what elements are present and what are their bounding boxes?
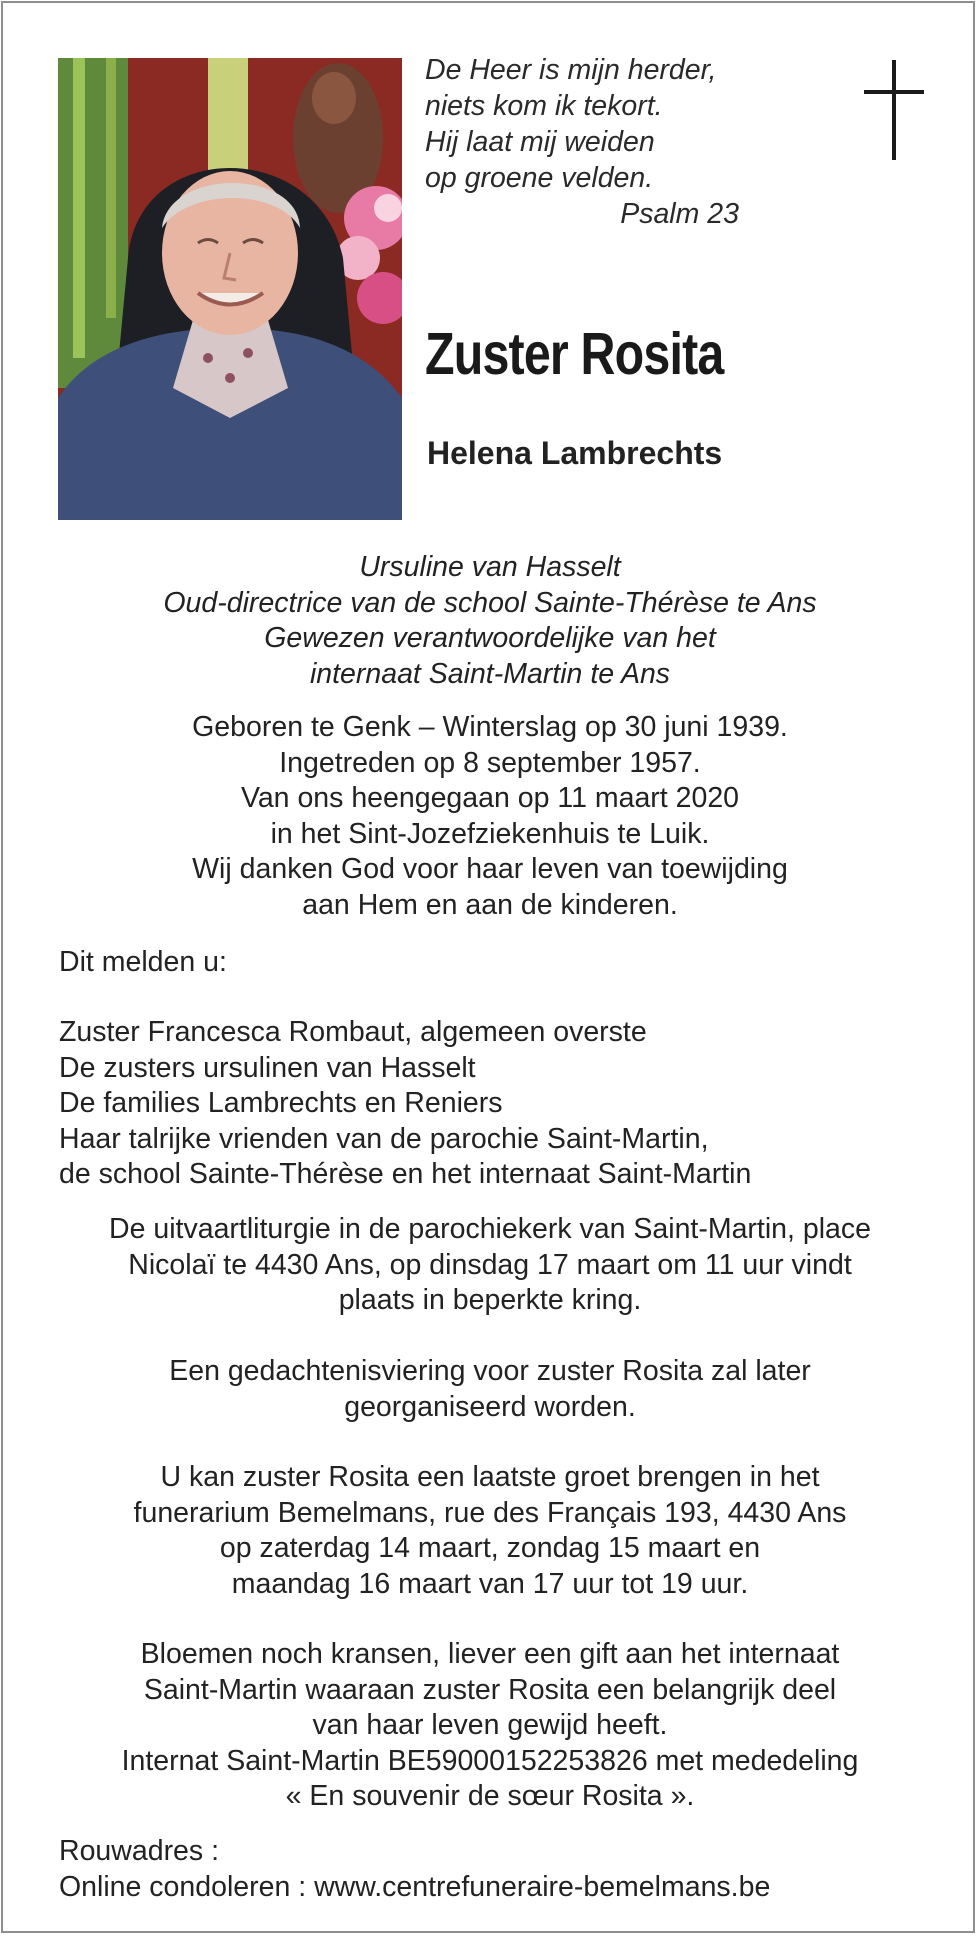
visitation-line: op zaterdag 14 maart, zondag 15 maart en xyxy=(219,1532,761,1564)
flowers-line: Bloemen noch kransen, liever een gift aan het internaat xyxy=(140,1638,840,1670)
memorial-info xyxy=(58,1354,922,1425)
funeral-info xyxy=(58,1212,922,1319)
flowers-line: « En souvenir de sœur Rosita ». xyxy=(285,1780,695,1812)
online-condolence-link[interactable]: Online condoleren : www.centrefuneraire-bemelmans.be xyxy=(59,1870,771,1903)
flowers-donation-info xyxy=(58,1637,922,1815)
funeral-line: Nicolaï te 4430 Ans, op dinsdag 17 maart om 11 uur vindt xyxy=(128,1248,852,1281)
visitation-line: funerarium Bemelmans, rue des Français 193, 4430 Ans xyxy=(133,1496,847,1529)
psalm-quote xyxy=(425,52,755,232)
funeral-line: De uitvaartliturgie in de parochiekerk van Saint-Martin, place xyxy=(109,1213,871,1245)
family-line: Zuster Francesca Rombaut, algemeen overste xyxy=(59,1016,647,1048)
psalm-line: Hij laat mij weiden xyxy=(425,126,655,158)
bio-line: aan Hem en aan de kinderen. xyxy=(302,888,678,921)
announcement-intro xyxy=(59,945,919,981)
mourning-address-label: Rouwadres : xyxy=(59,1835,219,1867)
visitation-line: U kan zuster Rosita een laatste groet brengen in het xyxy=(160,1461,820,1493)
deceased-portrait xyxy=(58,58,402,520)
psalm-line: niets kom ik tekort. xyxy=(425,90,663,122)
family-list xyxy=(59,1015,919,1193)
flowers-line: Saint-Martin waaraan zuster Rosita een belangrijk deel xyxy=(143,1673,837,1706)
religious-name: Zuster Rosita xyxy=(425,321,724,387)
psalm-line: op groene velden. xyxy=(425,162,654,194)
family-line: de school Sainte-Thérèse en het internaat Saint-Martin xyxy=(59,1158,752,1190)
role-line: Gewezen verantwoordelijke van het xyxy=(264,622,716,654)
role-line: Ursuline van Hasselt xyxy=(359,551,621,583)
civil-name: Helena Lambrechts xyxy=(427,435,723,471)
family-line: De families Lambrechts en Reniers xyxy=(59,1087,503,1119)
bio-line: Geboren te Genk – Winterslag op 30 juni 1939. xyxy=(192,711,788,743)
portrait-image xyxy=(58,58,402,520)
memorial-line: Een gedachtenisviering voor zuster Rosita zal later xyxy=(169,1355,811,1387)
family-line: De zusters ursulinen van Hasselt xyxy=(59,1051,476,1084)
bio-line: in het Sint-Jozefziekenhuis te Luik. xyxy=(270,817,710,850)
psalm-reference: Psalm 23 xyxy=(620,198,739,230)
family-line: Haar talrijke vrienden van de parochie Saint-Martin, xyxy=(59,1122,709,1155)
biography-section xyxy=(58,710,922,923)
bio-line: Ingetreden op 8 september 1957. xyxy=(279,746,701,779)
visitation-line: maandag 16 maart van 17 uur tot 19 uur. xyxy=(231,1567,749,1600)
flowers-line: van haar leven gewijd heeft. xyxy=(312,1709,668,1741)
bio-line: Van ons heengegaan op 11 maart 2020 xyxy=(240,782,740,814)
funeral-line: plaats in beperkte kring. xyxy=(338,1284,642,1316)
footer-contact xyxy=(59,1834,919,1905)
visitation-info xyxy=(58,1460,922,1602)
roles-section xyxy=(58,550,922,692)
memorial-line: georganiseerd worden. xyxy=(344,1390,636,1423)
bio-line: Wij danken God voor haar leven van toewijding xyxy=(192,853,788,885)
psalm-line: De Heer is mijn herder, xyxy=(425,54,717,86)
flowers-line: Internat Saint-Martin BE59000152253826 met mededeling xyxy=(121,1744,859,1777)
role-line: Oud-directrice van de school Sainte-Thérèse te Ans xyxy=(163,586,817,619)
role-line: internaat Saint-Martin te Ans xyxy=(309,657,671,690)
announcement-text: Dit melden u: xyxy=(59,946,227,978)
latin-cross-icon xyxy=(864,60,924,160)
